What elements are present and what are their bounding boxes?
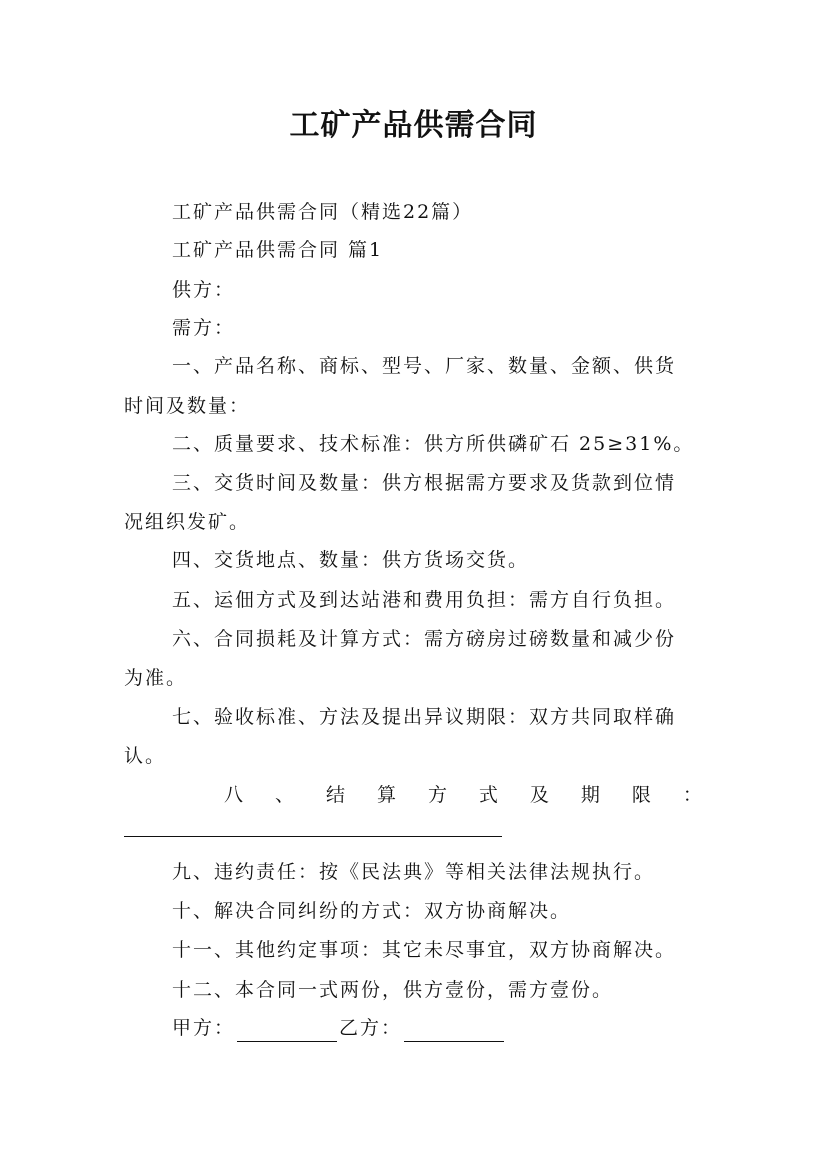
clause-8-char: 、 [274,784,294,806]
clause-5: 五、运佃方式及到达站港和费用负担：需方自行负担。 [172,589,677,611]
clause-8-char: 期 [580,784,600,806]
party-b-label: 乙方： [339,1017,403,1039]
clause-8-char: 及 [529,784,549,806]
section-heading: 工矿产品供需合同 篇1 [172,239,384,261]
clause-8-char: 算 [376,784,396,806]
party-b-blank [404,1021,504,1042]
clause-10: 十、解决合同纠纷的方式：双方协商解决。 [172,900,572,922]
clause-1: 一、产品名称、商标、型号、厂家、数量、金额、供货 [172,355,677,377]
clause-7: 七、验收标准、方法及提出异议期限：双方共同取样确 [172,706,677,728]
clause-3: 三、交货时间及数量：供方根据需方要求及货款到位情 [172,472,677,494]
clause-8-blank [124,836,502,837]
clause-8-char: 限 [631,784,651,806]
clause-7-cont: 认。 [124,745,167,767]
party-a-label: 甲方： [172,1017,236,1039]
clause-9: 九、违约责任：按《民法典》等相关法律法规执行。 [172,861,656,883]
party-a-blank [237,1021,337,1042]
clause-12: 十二、本合同一式两份，供方壹份，需方壹份。 [172,979,614,1001]
clause-8-char: 结 [325,784,345,806]
clause-8-char: 式 [478,784,498,806]
signature-line [172,1014,506,1042]
clause-1-cont: 时间及数量： [124,395,251,417]
clause-11: 十一、其他约定事项：其它未尽事宜，双方协商解决。 [172,939,677,961]
subtitle-line: 工矿产品供需合同（精选22篇） [172,201,474,223]
buyer-line: 需方： [172,317,236,339]
clause-8-char: 方 [427,784,447,806]
clause-2: 二、质量要求、技术标准：供方所供磷矿石 25≥31%。 [172,433,695,455]
clause-3-cont: 况组织发矿。 [124,511,251,533]
clause-8-char: ： [682,784,702,806]
clause-4: 四、交货地点、数量：供方货场交货。 [172,549,530,571]
clause-6: 六、合同损耗及计算方式：需方磅房过磅数量和减少份 [172,628,677,650]
clause-8-char: 八 [224,784,244,806]
clause-6-cont: 为准。 [124,667,188,689]
clause-8 [124,781,702,809]
supplier-line: 供方： [172,279,236,301]
document-title: 工矿产品供需合同 [289,108,538,143]
